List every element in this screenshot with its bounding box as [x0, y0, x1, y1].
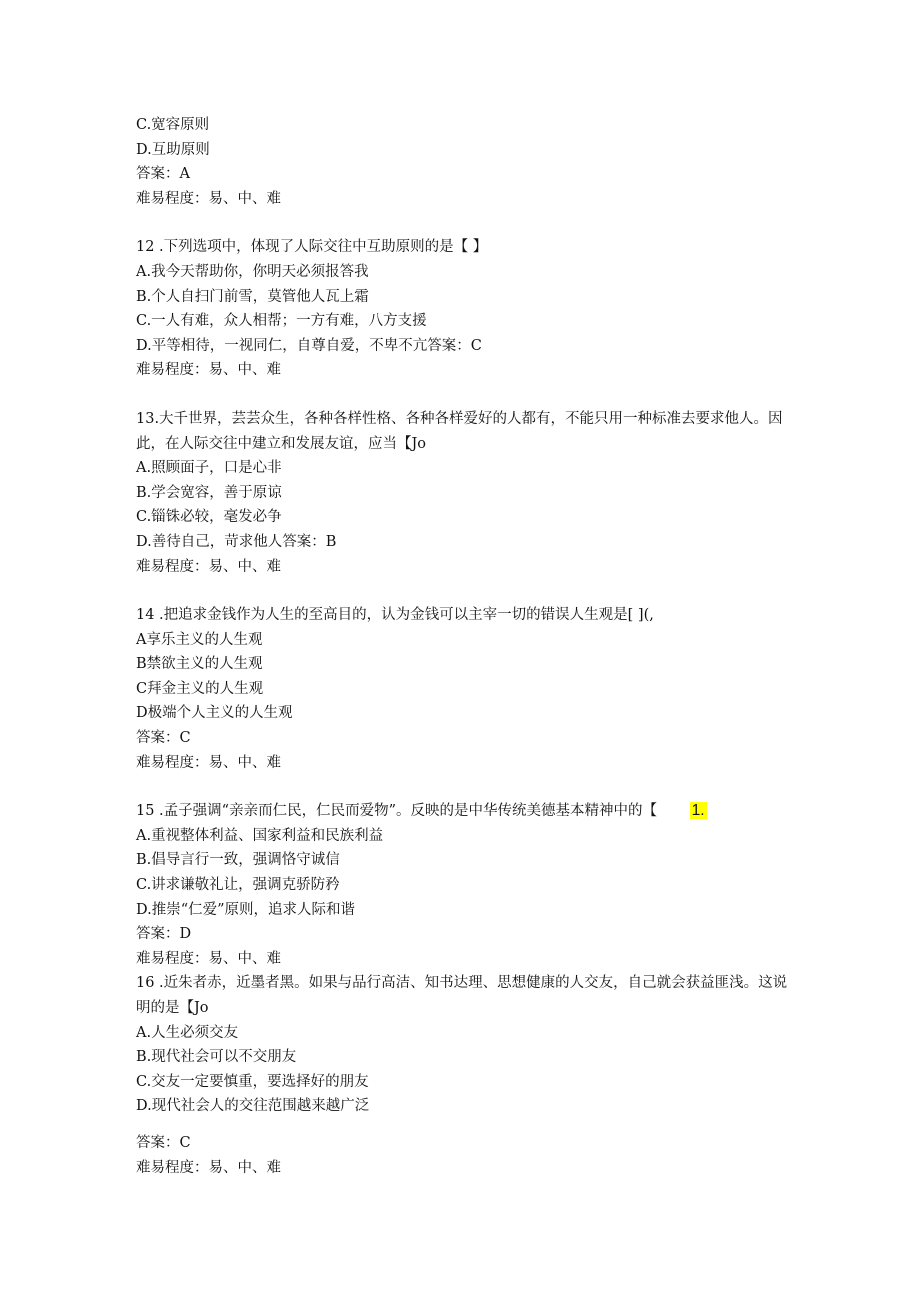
option-b: B.倡导言行一致，强调恪守诚信	[136, 852, 340, 869]
document-page	[136, 113, 796, 1180]
answer-line: 答案：C	[136, 730, 191, 747]
option-b: B.学会宽容，善于原谅	[136, 484, 282, 501]
question-stem-text: 15 .孟子强调“亲亲而仁民，仁民而爱物”。反映的是中华传统美德基本精神中的【	[136, 803, 657, 820]
option-b: B.现代社会可以不交朋友	[136, 1049, 297, 1066]
question-stem: 14 .把追求金钱作为人生的至高目的，认为金钱可以主宰一切的错误人生观是[ ](,	[136, 607, 654, 624]
option-a: A享乐主义的人生观	[136, 631, 263, 648]
question-block-12	[136, 235, 796, 383]
option-b: B.个人自扫门前雪，莫管他人瓦上霜	[136, 288, 369, 305]
option-c: C拜金主义的人生观	[136, 680, 264, 697]
difficulty-line: 难易程度：易、中、难	[136, 558, 281, 575]
option-c: C.宽容原则	[136, 117, 210, 133]
option-a: A.照顾面子，口是心非	[136, 460, 282, 477]
difficulty-line: 难易程度：易、中、难	[136, 1159, 281, 1176]
option-d: D.善待自己，苛求他人答案：B	[136, 533, 337, 550]
option-a: A.我今天帮助你，你明天必须报答我	[136, 263, 369, 280]
difficulty-line: 难易程度：易、中、难	[136, 950, 281, 967]
question-block-16	[136, 971, 796, 1180]
option-a: A.重视整体利益、国家利益和民族利益	[136, 827, 384, 844]
option-c: C.交友一定要慎重，要选择好的朋友	[136, 1073, 369, 1090]
question-block-15	[136, 799, 796, 971]
answer-line: 答案：A	[136, 166, 190, 183]
difficulty-line: 难易程度：易、中、难	[136, 754, 281, 771]
option-c: C.锱铢必较，毫发必争	[136, 509, 282, 526]
question-stem: 16 .近朱者赤，近墨者黑。如果与品行高洁、知书达理、思想健康的人交友，自己就会获益匪浅。这说明的是【Jo	[136, 975, 788, 1016]
answer-line: 答案：D	[136, 926, 192, 943]
option-c: C.讲求谦敬礼让，强调克骄防矜	[136, 877, 340, 894]
answer-line: 答案：C	[136, 1134, 191, 1151]
question-stem: 13.大千世界，芸芸众生，各种各样性格、各种各样爱好的人都有，不能只用一种标准去要求他人。因此，在人际交往中建立和发展友谊，应当【Jo	[136, 410, 783, 452]
option-d: D极端个人主义的人生观	[136, 705, 293, 722]
option-b: B禁欲主义的人生观	[136, 656, 263, 673]
option-c: C.一人有难，众人相帮；一方有难，八方支援	[136, 313, 427, 330]
option-d: D.平等相待，一视同仁，自尊自爱，不卑不亢答案：C	[136, 337, 482, 354]
question-stem: 12 .下列选项中，体现了人际交往中互助原则的是【 】	[136, 239, 488, 256]
option-d: D.现代社会人的交往范围越来越广泛	[136, 1098, 370, 1115]
option-d: D.推崇“仁爱”原则，追求人际和谐	[136, 901, 356, 918]
question-stem	[136, 799, 796, 824]
question-block-13	[136, 407, 796, 579]
difficulty-line: 难易程度：易、中、难	[136, 190, 281, 207]
difficulty-line: 难易程度：易、中、难	[136, 362, 281, 379]
question-block-11-tail	[136, 113, 796, 211]
option-a: A.人生必须交友	[136, 1024, 239, 1041]
question-block-14	[136, 603, 796, 775]
option-d: D.互助原则	[136, 141, 210, 158]
highlighted-mark: 1.	[691, 802, 705, 820]
